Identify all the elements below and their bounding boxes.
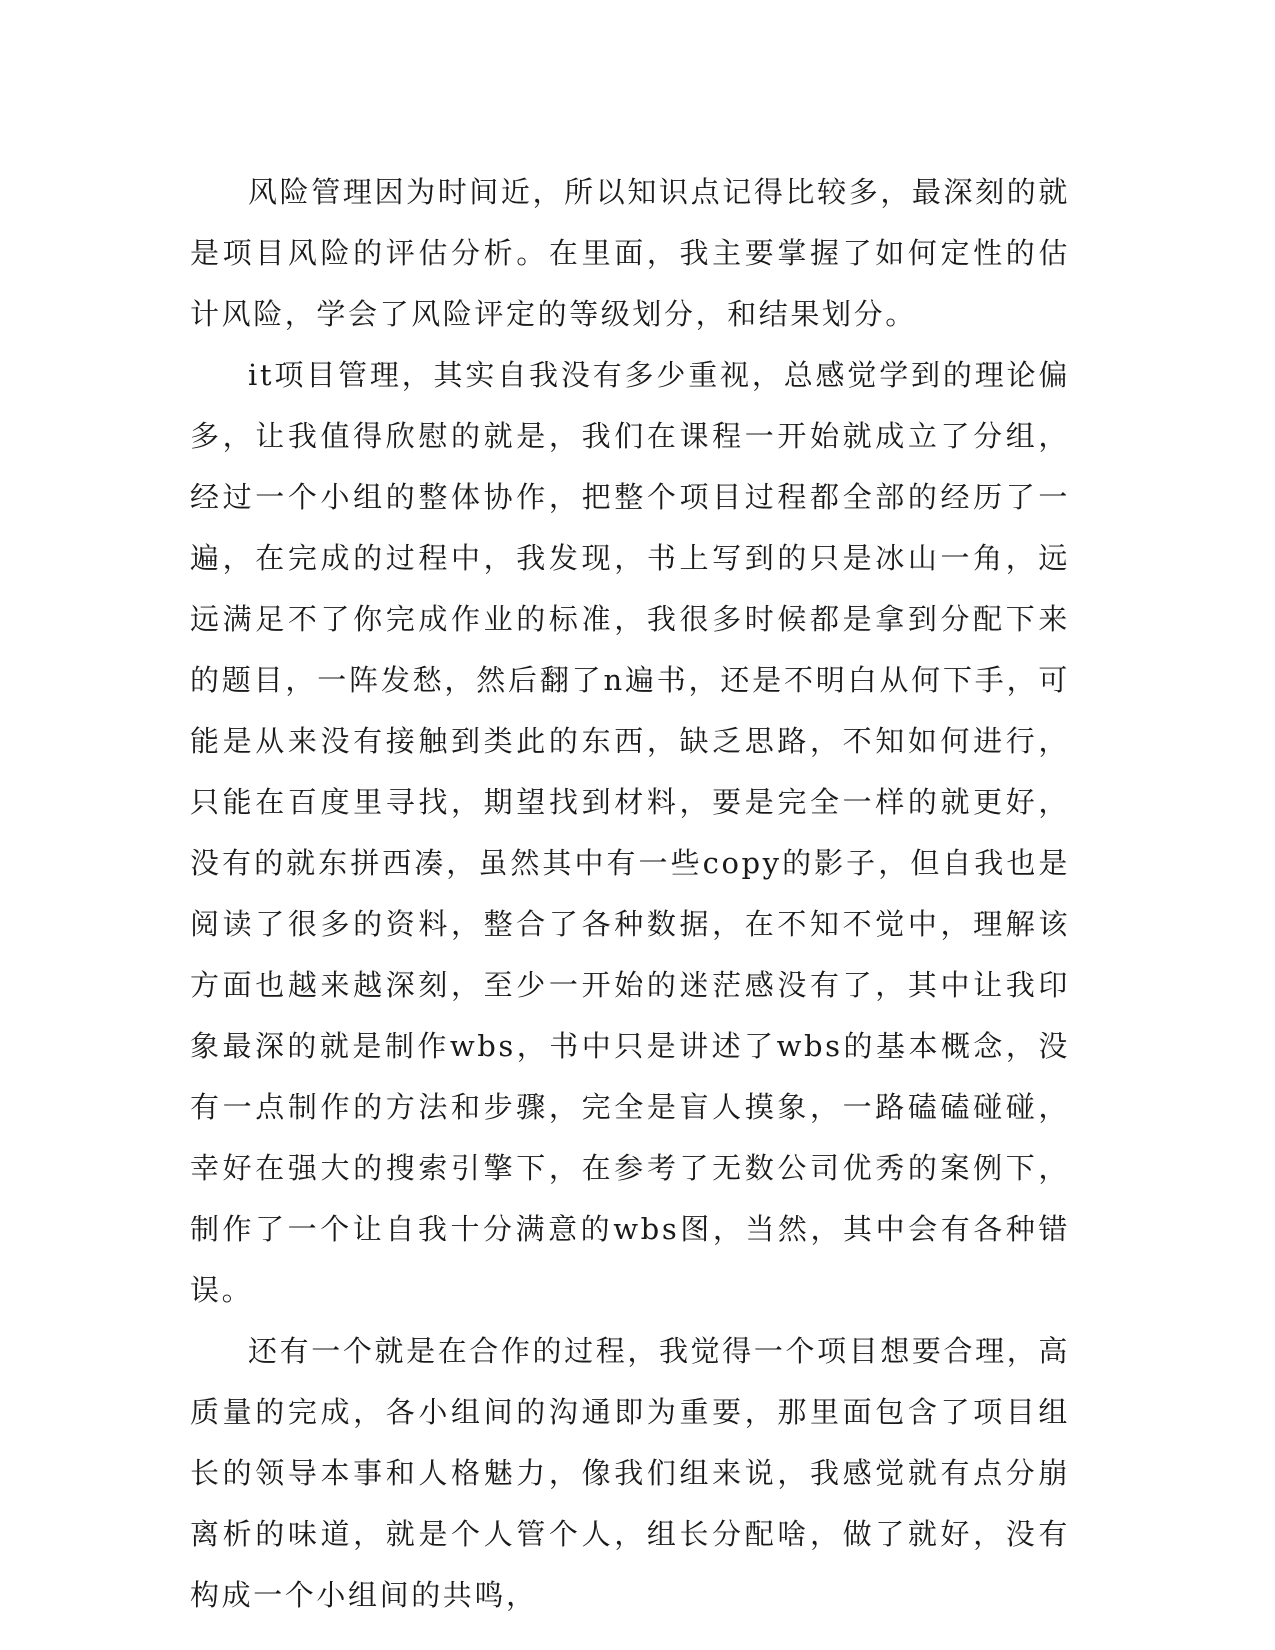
document-body bbox=[190, 162, 1070, 1626]
paragraph-it-project-management: it项目管理，其实自我没有多少重视，总感觉学到的理论偏多，让我值得欣慰的就是，我们在课程一开始就成立了分组，经过一个小组的整体协作，把整个项目过程都全部的经历了一遍，在完成的过程中，我发现，书上写到的只是冰山一角，远远满足不了你完成作业的标准，我很多时候都是拿到分配下来的题目，一阵发愁，然后翻了n遍书，还是不明白从何下手，可能是从来没有接触到类此的东西，缺乏思路，不知如何进行，只能在百度里寻找，期望找到材料，要是完全一样的就更好，没有的就东拼西凑，虽然其中有一些copy的影子，但自我也是阅读了很多的资料，整合了各种数据，在不知不觉中，理解该方面也越来越深刻，至少一开始的迷茫感没有了，其中让我印象最深的就是制作wbs，书中只是讲述了wbs的基本概念，没有一点制作的方法和步骤，完全是盲人摸象，一路磕磕碰碰，幸好在强大的搜索引擎下，在参考了无数公司优秀的案例下，制作了一个让自我十分满意的wbs图，当然，其中会有各种错误。 bbox=[190, 358, 1070, 1307]
paragraph-risk-management: 风险管理因为时间近，所以知识点记得比较多，最深刻的就是项目风险的评估分析。在里面，我主要掌握了如何定性的估计风险，学会了风险评定的等级划分，和结果划分。 bbox=[190, 175, 1070, 331]
paragraph-cooperation: 还有一个就是在合作的过程，我觉得一个项目想要合理，高质量的完成，各小组间的沟通即为重要，那里面包含了项目组长的领导本事和人格魅力，像我们组来说，我感觉就有点分崩离析的味道，就是个人管个人，组长分配啥，做了就好，没有构成一个小组间的共鸣， bbox=[190, 1334, 1070, 1612]
